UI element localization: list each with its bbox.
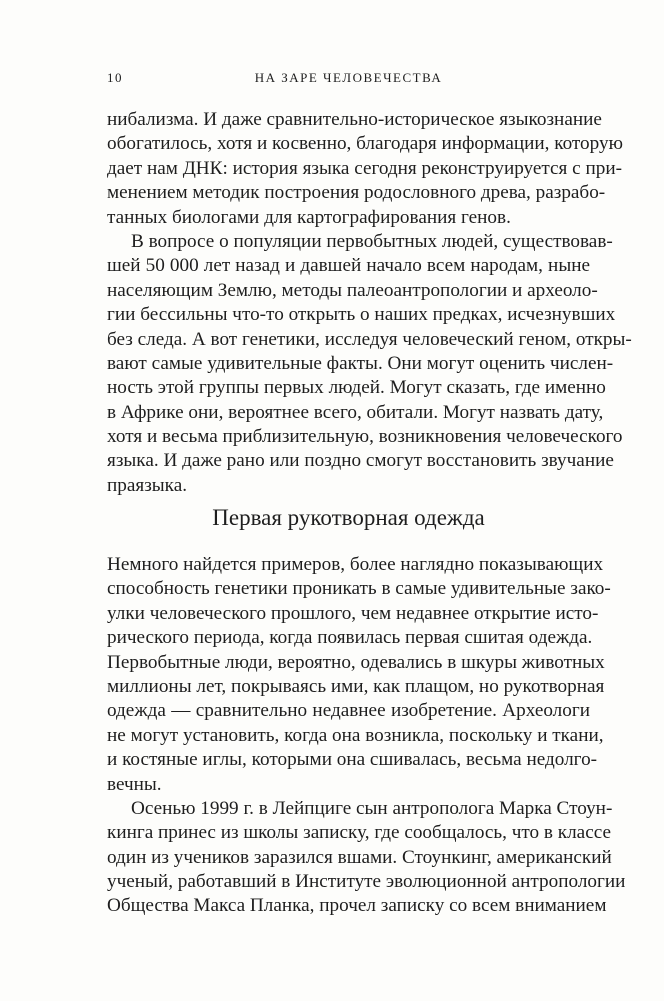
page-number: 10 [107, 70, 123, 85]
text-line: населяющим Землю, методы палеоантропологии и археоло- [107, 279, 598, 301]
body-text-section-1 [107, 108, 632, 498]
text-line: хотя и весьма приблизительную, возникновения человеческого [107, 426, 623, 448]
text-line: обогатилось, хотя и косвенно, благодаря информации, которую [107, 133, 623, 155]
text-line: Общества Макса Планка, прочел записку со всем вниманием [107, 895, 607, 917]
section-heading: Первая рукотворная одежда [212, 505, 485, 530]
text-line: дает нам ДНК: история языка сегодня реконструируется с при- [107, 157, 623, 179]
text-line: шей 50 000 лет назад и давшей начало всем народам, ныне [107, 255, 590, 277]
text-line: способность генетики проникать в самые удивительные зако- [107, 578, 611, 600]
text-line: Первобытные люди, вероятно, одевались в шкуры животных [107, 651, 605, 673]
text-line: и костяные иглы, которыми она сшивалась, весьма недолго- [107, 749, 598, 771]
text-line: ность этой группы первых людей. Могут сказать, где именно [107, 377, 606, 399]
body-text-section-2 [107, 553, 626, 919]
text-line: в Африке они, вероятнее всего, обитали. Могут назвать дату, [107, 401, 604, 423]
running-title: НА ЗАРЕ ЧЕЛОВЕЧЕСТВА [254, 70, 443, 85]
text-line: менением методик построения родословного древа, разрабо- [107, 182, 606, 204]
text-line: улки человеческого прошлого, чем недавнее открытие исто- [107, 602, 599, 624]
text-line: один из учеников заразился вшами. Стоункинг, американский [107, 846, 612, 868]
text-line: вечны. [107, 773, 162, 795]
text-line: Осенью 1999 г. в Лейпциге сын антрополога Марка Стоун- [131, 797, 613, 819]
text-line: миллионы лет, покрываясь ими, как плащом, но рукотворная [107, 675, 605, 697]
text-line: не могут установить, когда она возникла, поскольку и ткани, [107, 724, 604, 746]
text-line: кинга принес из школы записку, где сообщалось, что в классе [107, 822, 611, 844]
text-line: ученый, работавший в Институте эволюционной антропологии [107, 871, 626, 893]
text-line: гии бессильны что-то открыть о наших предках, исчезнувших [107, 304, 616, 326]
running-header [107, 70, 590, 90]
text-line: нибализма. И даже сравнительно-историческое языкознание [107, 109, 602, 130]
text-line: без следа. А вот генетики, исследуя человеческий геном, откры- [107, 328, 632, 350]
text-line: рического периода, когда появилась первая сшитая одежда. [107, 627, 593, 649]
text-line: Немного найдется примеров, более наглядно показывающих [107, 554, 604, 575]
text-line: танных биологами для картографирования генов. [107, 206, 511, 228]
text-line: языка. И даже рано или поздно смогут восстановить звучание [107, 450, 614, 472]
text-line: одежда — сравнительно недавнее изобретение. Археологи [107, 700, 590, 722]
text-line: В вопросе о популяции первобытных людей, существовав- [131, 230, 613, 252]
text-line: праязыка. [107, 474, 188, 496]
text-line: вают самые удивительные факты. Они могут оценить числен- [107, 352, 614, 374]
